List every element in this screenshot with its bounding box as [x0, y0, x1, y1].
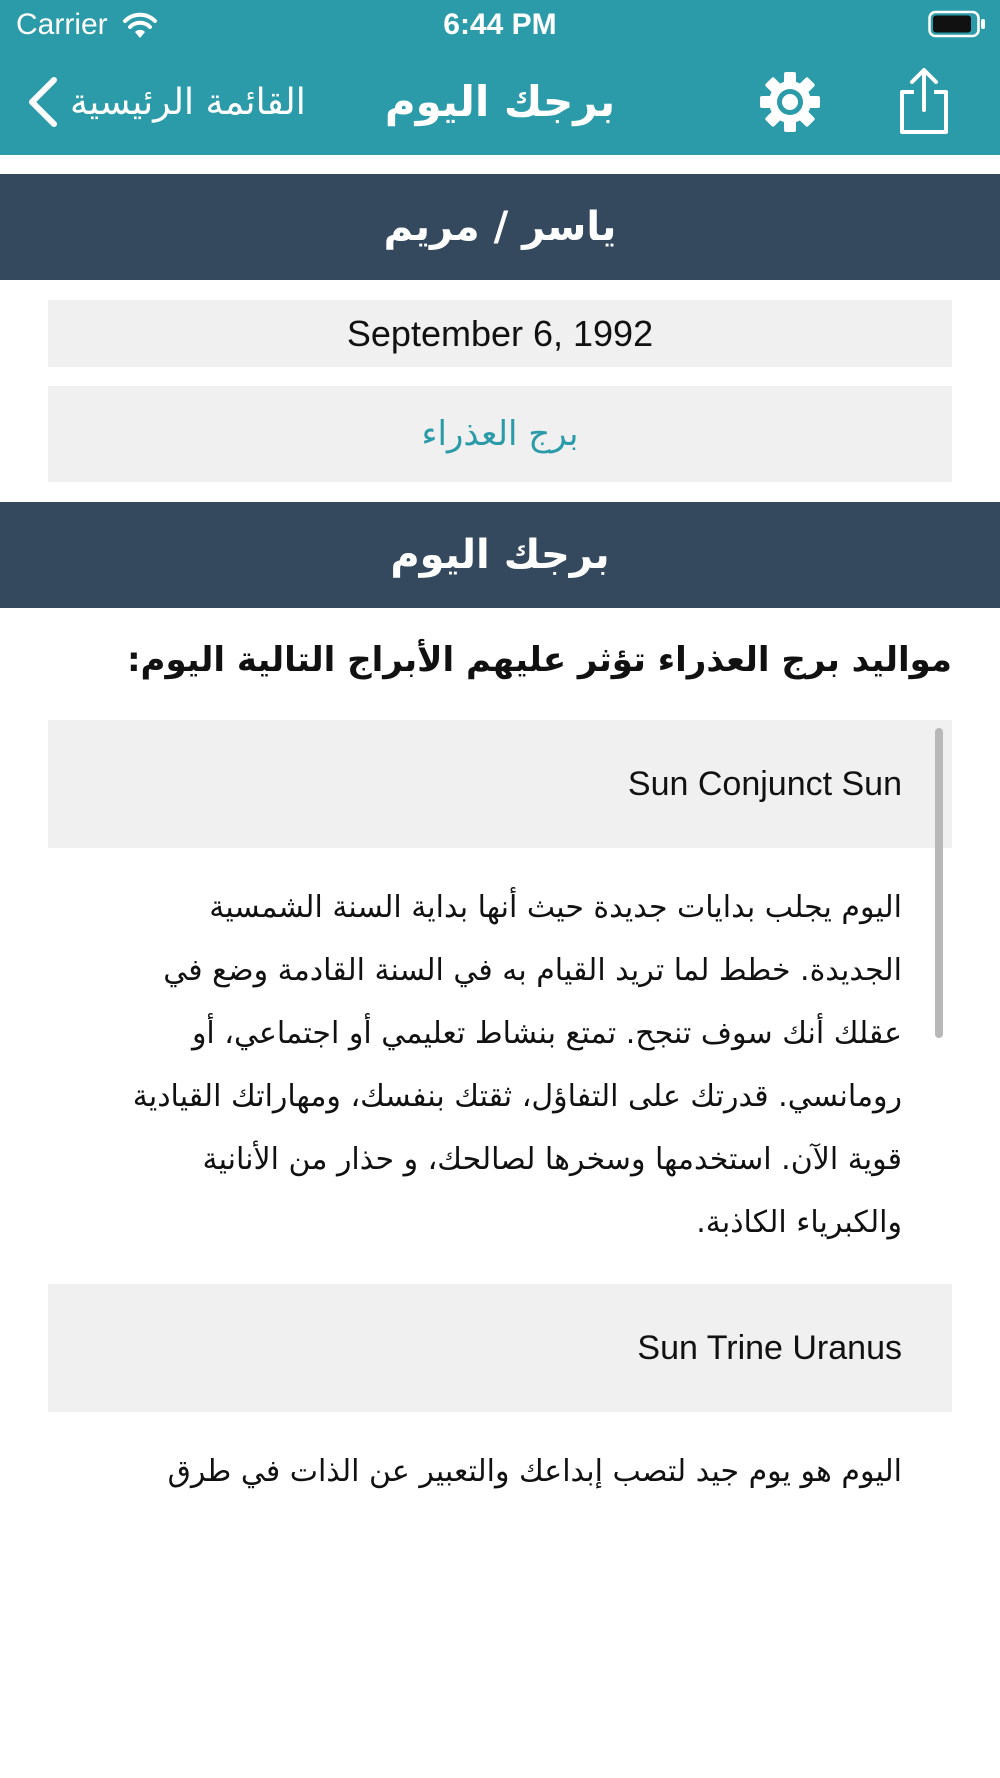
status-bar	[0, 0, 1000, 50]
aspect-text: اليوم يجلب بدايات جديدة حيث أنها بداية السنة الشمسية الجديدة. خطط لما تريد القيام به في السنة القادمة وضع في عقلك أنك سوف تنجح. تمتع بنشاط تعليمي أو اجتماعي، أو رومانسي. قدرتك على التفاؤل، ثقتك بنفسك، ومهاراتك القيادية قوية الآن. استخدمها وسخرها لصالحك، و حذار من الأنانية والكبرياء الكاذبة.	[132, 890, 902, 1240]
status-time: 6:44 PM	[443, 8, 557, 41]
page-title: برجك اليوم	[384, 77, 616, 126]
aspects-list[interactable]	[48, 720, 952, 1498]
scrollbar[interactable]	[935, 728, 943, 1038]
birth-date: September 6, 1992	[48, 300, 952, 367]
back-button-label: القائمة الرئيسية	[70, 81, 306, 123]
gear-icon[interactable]	[758, 70, 822, 134]
aspect-title: Sun Trine Uranus	[48, 1284, 952, 1412]
battery-icon	[928, 10, 986, 38]
back-button[interactable]	[26, 72, 306, 132]
share-icon[interactable]	[894, 66, 954, 136]
navigation-bar	[0, 60, 1000, 145]
top-bar	[0, 0, 1000, 155]
horoscope-intro: مواليد برج العذراء تؤثر عليهم الأبراج التالية اليوم:	[126, 640, 952, 680]
chevron-left-icon	[26, 76, 60, 128]
carrier-label: Carrier	[16, 8, 108, 41]
horoscope-header: برجك اليوم	[0, 502, 1000, 608]
aspect-text: اليوم هو يوم جيد لتصب إبداعك والتعبير عن الذات في طرق	[167, 1454, 902, 1489]
zodiac-sign-link[interactable]: برج العذراء	[48, 386, 952, 482]
aspect-title: Sun Conjunct Sun	[48, 720, 952, 848]
profile-names-header: ياسر / مريم	[0, 174, 1000, 280]
